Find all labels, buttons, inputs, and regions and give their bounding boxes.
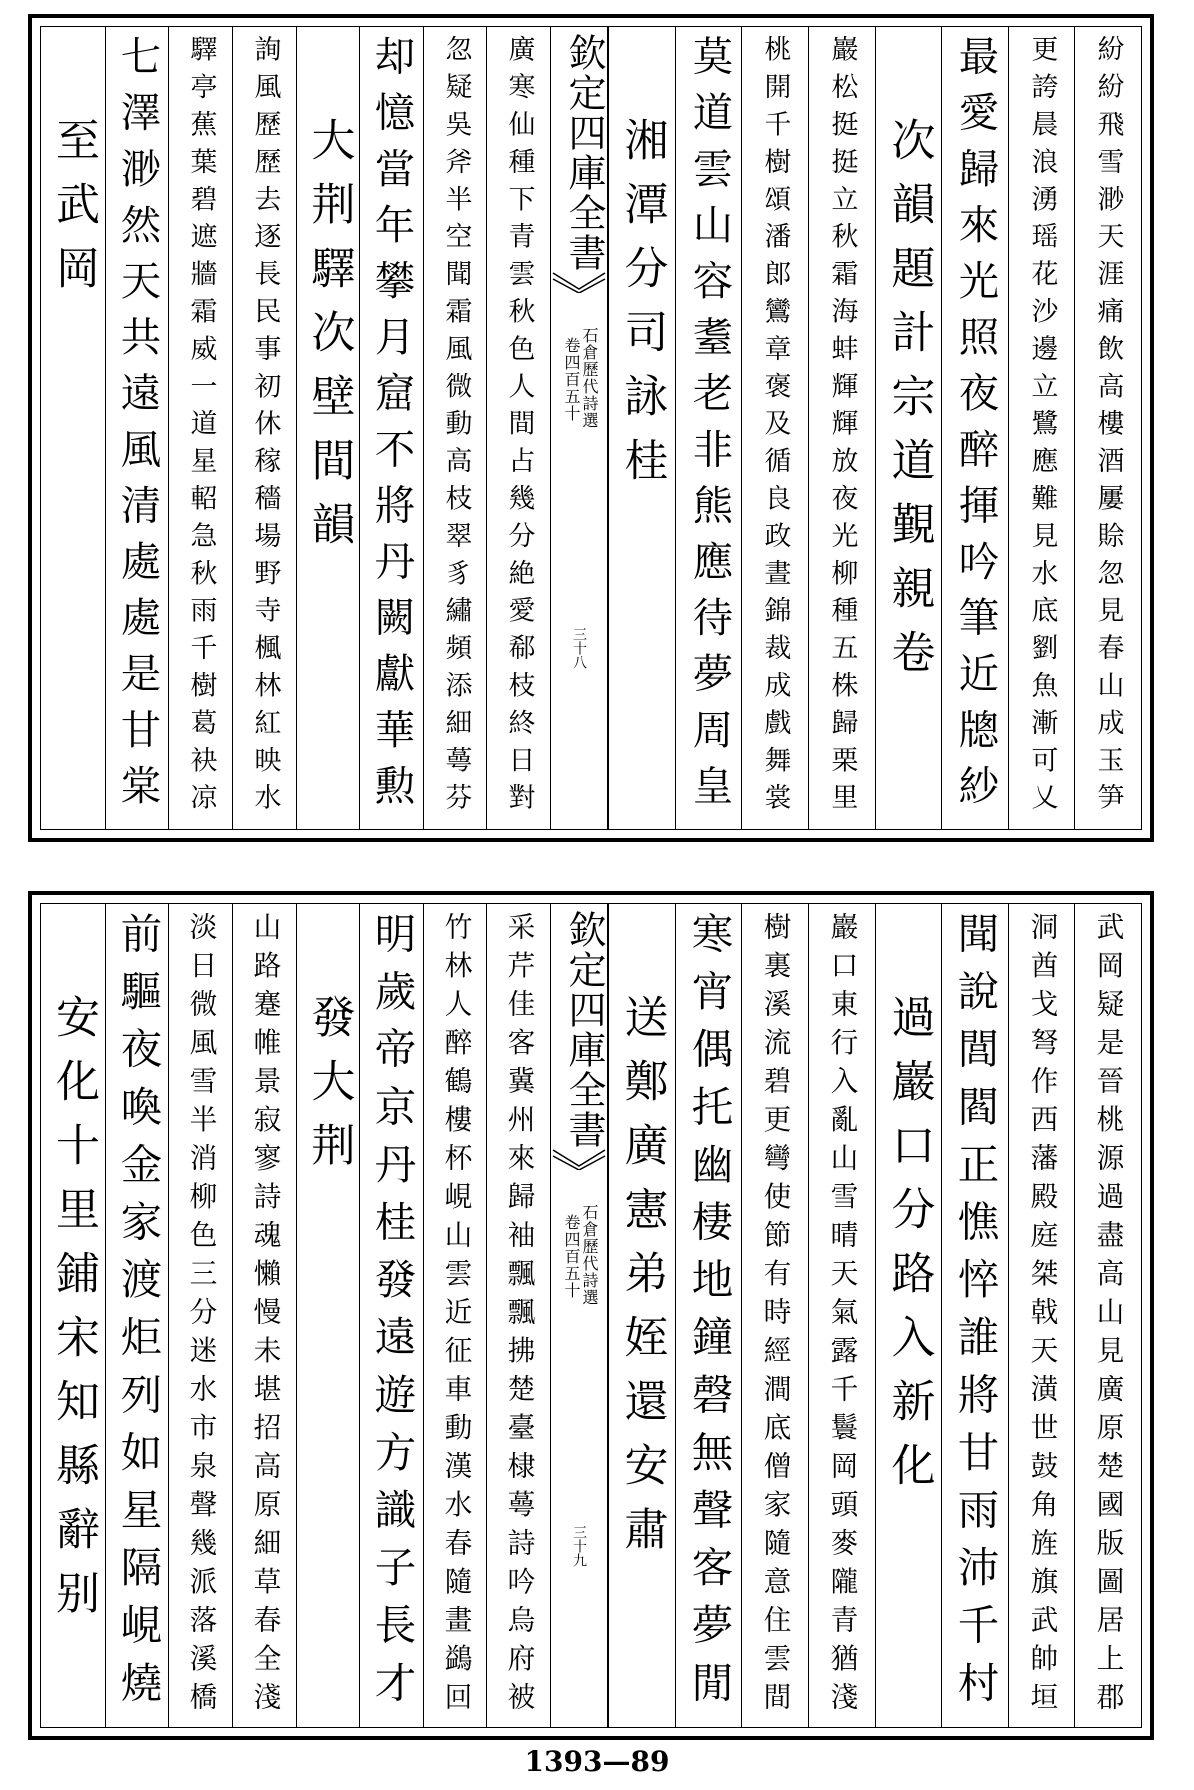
text-column [1074,27,1141,829]
text-column [608,904,675,1727]
bottom-page [28,891,1154,1740]
footer-page-reference: 1393—89 [524,1745,670,1778]
column-text: 竹林人醉鶴樓杯峴山雲近征車動漢水春隨畫鷁回 [439,912,473,1721]
text-column [741,27,808,829]
top-source-line-2: 卷四百五十 [562,337,581,422]
bottom-page-number: 三十九 [571,1525,587,1567]
column-text: 驛亭蕉葉碧遮牆霜威一道星軺急秋雨千樹葛袂凉 [185,35,217,821]
column-text: 送鄭廣憲弟姪還安肅 [616,994,668,1570]
fishtail-ornament [551,271,607,293]
text-column [296,904,360,1727]
text-column [105,27,169,829]
top-source-line-1: 石倉歷代詩選 [580,327,599,429]
column-text: 至武岡 [48,117,99,309]
text-column [1074,904,1141,1727]
text-column [232,904,296,1727]
bottom-source-line-1: 石倉歷代詩選 [580,1204,599,1306]
column-text: 前驅夜喚金家渡炬列如星隔峴燒 [113,912,163,1719]
text-column [232,27,296,829]
text-column [608,27,675,829]
text-column [486,27,550,829]
text-column [1008,27,1075,829]
text-column [875,27,942,829]
top-page-number: 三十八 [571,627,587,669]
text-column [941,27,1008,829]
text-column [296,27,360,829]
text-column [168,904,232,1727]
bottom-book-title: 欽定四庫全書 [562,910,606,1150]
column-text: 莫道雲山容耋老非熊應待夢周皇 [685,35,734,821]
column-text: 采芹佳客冀州來歸袖飄飄拂楚臺棣蕚詩吟烏府被 [502,912,536,1721]
text-column [486,904,550,1727]
text-column [941,904,1008,1727]
column-text: 聞說閭閻正憔悴誰將甘雨沛千村 [950,912,1000,1719]
column-text: 紛紛飛雪渺天涯痛飲高樓酒屢賒忽見春山成玉笋 [1092,35,1124,821]
top-center-strip [550,27,608,829]
column-text: 桃開千樹頌潘郎鸞章褒及循良政晝錦裁成戲舞裳 [759,35,791,821]
text-column [359,27,423,829]
column-text: 更誇晨浪湧瑶花沙邊立鷺應難見水底劉魚漸可乂 [1026,35,1058,821]
text-column [41,27,105,829]
text-column [105,904,169,1727]
bottom-page-frame [40,903,1142,1728]
text-column [808,27,875,829]
text-column [359,904,423,1727]
text-column [808,904,875,1727]
column-text: 過巖口分路入新化 [883,994,935,1506]
text-column [675,27,742,829]
column-text: 詢風歷歷去逐長民事初休稼穡場野寺楓林紅映水 [249,35,281,821]
column-text: 明歲帝京丹桂發遠遊方識子長才 [367,912,417,1719]
column-text: 安化十里鋪宋知縣辭别 [48,994,99,1634]
column-text: 淡日微風雪半消柳色三分迷水市泉聲幾派落溪橋 [184,912,218,1721]
column-text: 大荆驛次壁間韻 [303,117,355,565]
column-text: 却憶當年攀月窟不將丹闕獻華勲 [367,35,416,821]
column-text: 湘潭分司詠桂 [616,117,668,501]
column-text: 忽疑吳斧半空聞霜風微動高枝翠豸繡頻添細蕚芬 [440,35,472,821]
column-text: 廣寒仙種下青雲秋色人間占幾分絶愛郗枝終日對 [503,35,535,821]
text-column [875,904,942,1727]
column-text: 巖松挺挺立秋霜海蚌輝輝放夜光柳種五株歸栗里 [826,35,858,821]
column-text: 武岡疑是晉桃源過盡高山見廣原楚國版圖居上郡 [1091,912,1125,1721]
column-text: 巖口東行入亂山雪晴天氣露千鬟岡頭麥隴青猶淺 [825,912,859,1721]
bottom-source-line-2: 卷四百五十 [562,1214,581,1299]
column-text: 最愛歸來光照夜醉揮吟筆近牕紗 [951,35,1000,821]
column-text: 樹裏溪流碧更彎使節有時經澗底僧家隨意住雲間 [758,912,792,1721]
top-book-title: 欽定四庫全書 [562,33,606,273]
text-column [41,904,105,1727]
fishtail-ornament [551,1148,607,1170]
bottom-center-strip [550,904,608,1727]
column-text: 寒宵偶托幽棲地鐘磬無聲客夢閒 [684,912,734,1719]
column-text: 洞酋戈弩作西藩殿庭桀戟天潢世鼓角旌旗武帥垣 [1025,912,1059,1721]
text-column [423,27,487,829]
column-text: 山路蹇帷景寂寥詩魂懶慢未堪招高原細草春全淺 [248,912,282,1721]
text-column [741,904,808,1727]
column-text: 次韻題計宗道覲親卷 [883,117,935,693]
text-column [675,904,742,1727]
top-page [28,14,1154,842]
top-page-frame [40,26,1142,830]
column-text: 發大荆 [303,994,355,1186]
text-column [1008,904,1075,1727]
text-column [423,904,487,1727]
text-column [168,27,232,829]
column-text: 七澤渺然天共遠風清處處是甘棠 [113,35,162,821]
